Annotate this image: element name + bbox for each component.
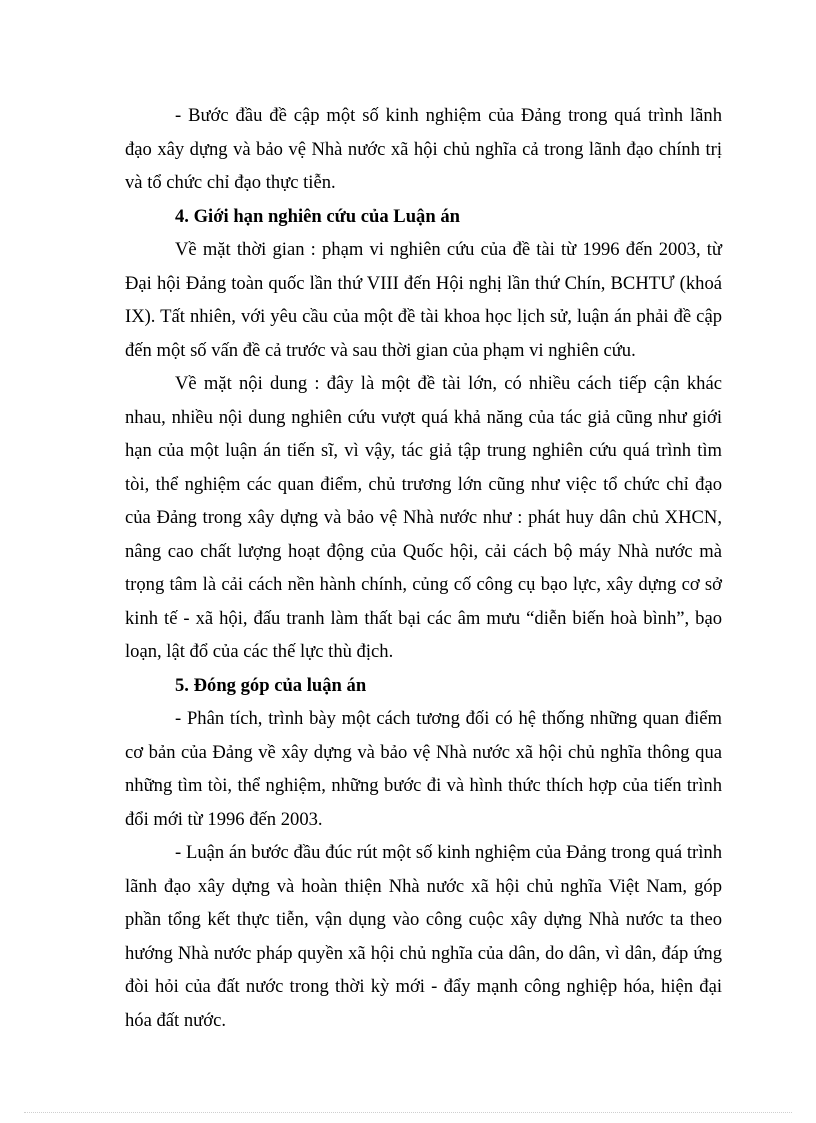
section-heading-research-scope: 4. Giới hạn nghiên cứu của Luận án [175, 205, 460, 227]
paragraph-experience-intro: - Bước đầu đề cập một số kinh nghiệm của Đảng trong quá trình lãnh đạo xây dựng và bảo vệ Nhà nước xã hội chủ nghĩa cả trong lãnh đạo chính trị và tổ chức chỉ đạo thực tiễn. [125, 105, 722, 193]
document-body [125, 99, 722, 1037]
paragraph-contribution-analysis: - Phân tích, trình bày một cách tương đối có hệ thống những quan điểm cơ bản của Đảng về xây dựng và bảo vệ Nhà nước xã hội chủ nghĩa thông qua những tìm tòi, thể nghiệm, những bước đi và hình thức thích hợp của tiến trình đổi mới từ 1996 đến 2003. [125, 708, 722, 830]
paragraph-time-scope: Về mặt thời gian : phạm vi nghiên cứu của đề tài từ 1996 đến 2003, từ Đại hội Đảng toàn quốc lần thứ VIII đến Hội nghị lần thứ Chín, BCHTƯ (khoá IX). Tất nhiên, với yêu cầu của một đề tài khoa học lịch sử, luận án phải đề cập đến một số vấn đề cả trước và sau thời gian của phạm vi nghiên cứu. [125, 239, 722, 361]
section-heading-contributions: 5. Đóng góp của luận án [175, 674, 367, 696]
page-bottom-divider [24, 1112, 792, 1113]
paragraph-content-scope: Về mặt nội dung : đây là một đề tài lớn, có nhiều cách tiếp cận khác nhau, nhiều nội dung nghiên cứu vượt quá khả năng của tác giả cũng như giới hạn của một luận án tiến sĩ, vì vậy, tác giả tập trung nghiên cứu quá trình tìm tòi, thể nghiệm các quan điểm, chủ trương lớn cũng như việc tổ chức chỉ đạo của Đảng trong xây dựng và bảo vệ Nhà nước như : phát huy dân chủ XHCN, nâng cao chất lượng hoạt động của Quốc hội, cải cách bộ máy Nhà nước mà trọng tâm là cải cách nền hành chính, củng cố công cụ bạo lực, xây dựng cơ sở kinh tế - xã hội, đấu tranh làm thất bại các âm mưu “diễn biến hoà bình”, bạo loạn, lật đổ của các thế lực thù địch. [125, 373, 722, 662]
paragraph-contribution-experience: - Luận án bước đầu đúc rút một số kinh nghiệm của Đảng trong quá trình lãnh đạo xây dựng và hoàn thiện Nhà nước xã hội chủ nghĩa Việt Nam, góp phần tổng kết thực tiễn, vận dụng vào công cuộc xây dựng Nhà nước ta theo hướng Nhà nước pháp quyền xã hội chủ nghĩa của dân, do dân, vì dân, đáp ứng đòi hỏi của đất nước trong thời kỳ mới - đẩy mạnh công nghiệp hóa, hiện đại hóa đất nước. [125, 842, 722, 1031]
